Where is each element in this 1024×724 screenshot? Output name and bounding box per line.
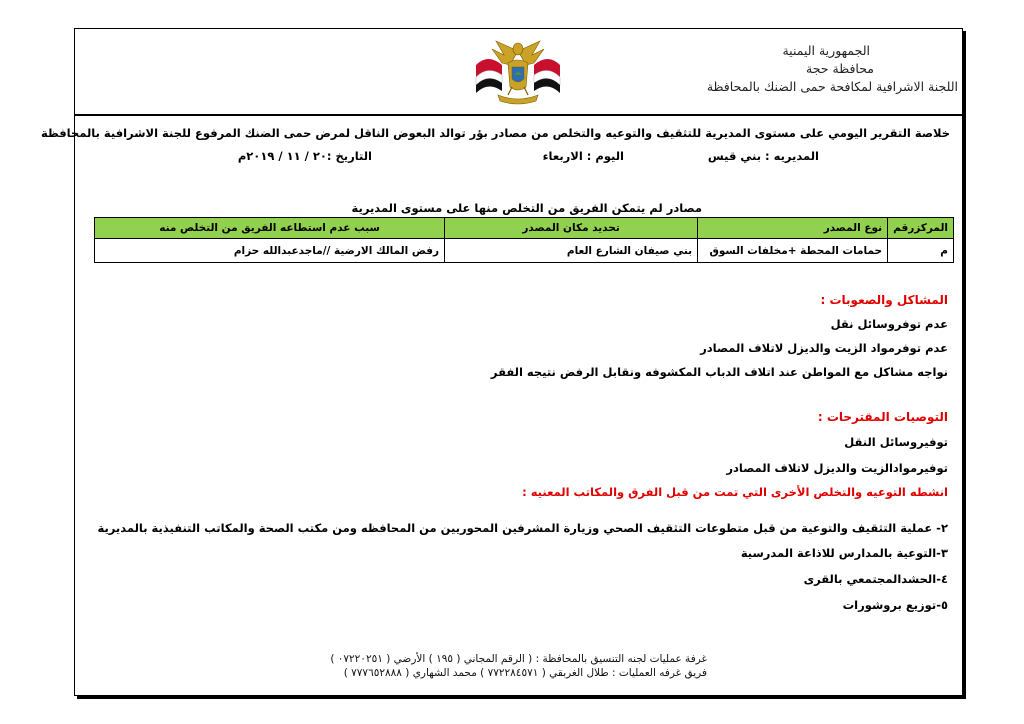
header-governorate: محافظة حجة (806, 61, 874, 76)
recommendations-heading: التوصيات المقترحات : (817, 410, 948, 424)
problems-heading: المشاكل والصعوبات : (820, 293, 948, 307)
header-divider (75, 114, 962, 116)
table-cell: رفض المالك الارضية //ماجدعبدالله حزام (95, 239, 445, 263)
problem-item: عدم توفرمواد الزيت والديزل لاتلاف المصادر (700, 341, 948, 355)
sources-table (94, 217, 954, 263)
activity-item: ٢- عملية التثقيف والتوعية من قبل متطوعات التثقيف الصحي وزيارة المشرفين المحوريين من المحافظه ومن مكتب الصحة والمكاتب التنفيذية بالمديرية (97, 521, 948, 535)
column-header: تحديد مكان المصدر (445, 218, 698, 239)
problem-item: عدم توفروسائل نقل (830, 317, 948, 331)
document-page (40, 28, 963, 696)
footer-operations-room: غرفة عمليات لجنه التنسيق بالمحافظة : ( الرقم المجاني ( ١٩٥ ) الأرضي ( ٠٧٢٢٠٢٥١ ) (330, 653, 707, 665)
activity-item: ٣-التوعية بالمدارس للاذاعة المدرسية (740, 546, 948, 560)
header-country: الجمهورية اليمنية (782, 43, 870, 58)
activity-item: ٥-توزيع بروشورات (842, 598, 948, 612)
table-cell: بني صيفان الشارع العام (445, 239, 698, 263)
problem-item: نواجه مشاكل مع المواطن عند اتلاف الدباب المكشوفه ونقابل الرفض نتيجه الفقر (490, 365, 948, 379)
yemen-emblem-icon (468, 35, 568, 111)
table-header-row (95, 218, 954, 239)
table-cell: م (888, 239, 954, 263)
header-committee: اللجنة الاشرافية لمكافحة حمى الضنك بالمحافظة (706, 79, 958, 94)
column-header: سبب عدم استطاعه الفريق من التخلص منه (95, 218, 445, 239)
activity-item: ٤-الحشدالمجتمعي بالقرى (803, 572, 948, 586)
activities-heading: انشطه التوعيه والتخلص الأخرى التي تمت من قبل الفرق والمكاتب المعنيه : (522, 485, 948, 499)
recommendation-item: توفيروسائل النقل (844, 435, 948, 449)
sources-table-caption: مصادر لم يتمكن الفريق من التخلص منها على مستوى المديرية (351, 201, 702, 215)
report-day: اليوم : الاربعاء (542, 149, 624, 163)
table-row (95, 239, 954, 263)
report-title: خلاصة التقرير اليومي على مستوى المديرية للتثقيف والتوعيه والتخلص من مصادر بؤر توالد البعوض الناقل لمرض حمى الضنك المرفوع للجنة الاشرافية بالمحافظة (40, 126, 950, 140)
footer-operations-team: فريق غرفه العمليات : طلال الغربقي ( ٧٧٢٢٨٤٥٧١ ) محمد الشهاري ( ٧٧٧٦٥٢٨٨٨ ) (343, 667, 707, 679)
column-header: المركزرقم (888, 218, 954, 239)
report-date: التاريخ :٢٠ / ١١ / ٢٠١٩م (237, 149, 372, 163)
recommendation-item: توفيرموادالزيت والديزل لاتلاف المصادر (726, 461, 948, 475)
table-cell: حمامات المحطة +مخلفات السوق (698, 239, 888, 263)
column-header: نوع المصدر (698, 218, 888, 239)
report-directorate: المديريه : بني قيس (707, 149, 819, 163)
